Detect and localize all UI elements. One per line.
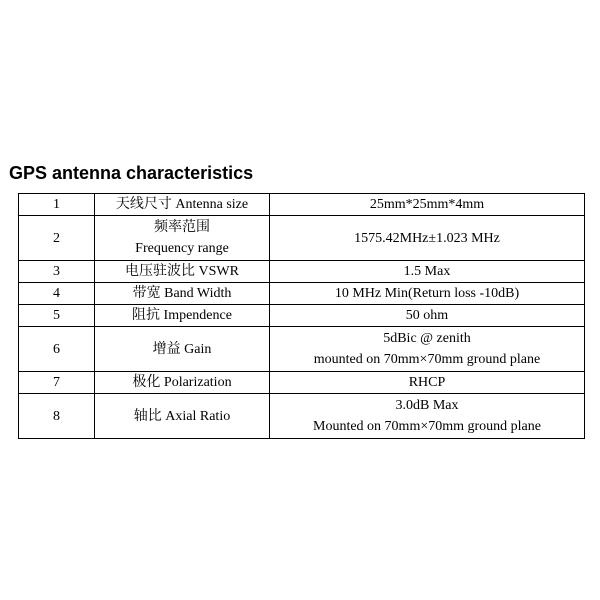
parameter-value [270, 216, 585, 261]
parameter-value-line: 10 MHz Min(Return loss -10dB) [334, 286, 520, 301]
parameter-value [270, 261, 585, 283]
parameter-value [270, 372, 585, 394]
parameter-value-line: 50 ohm [405, 308, 449, 323]
row-number: 2 [19, 216, 95, 261]
parameter-name [95, 261, 270, 283]
parameter-value [270, 394, 585, 439]
parameter-name [95, 305, 270, 327]
parameter-name-line: 极化 Polarization [132, 375, 232, 390]
row-number: 3 [19, 261, 95, 283]
parameter-value-line: Mounted on 70mm×70mm ground plane [313, 419, 541, 434]
parameter-name-line: 带宽 Band Width [132, 286, 232, 301]
parameter-name [95, 327, 270, 372]
parameter-name [95, 372, 270, 394]
row-number: 7 [19, 372, 95, 394]
parameter-value-line: 1575.42MHz±1.023 MHz [354, 230, 500, 246]
parameter-value [270, 194, 585, 216]
parameter-name [95, 216, 270, 261]
row-number: 4 [19, 283, 95, 305]
parameter-value-line: RHCP [408, 375, 446, 390]
parameter-name [95, 283, 270, 305]
parameter-name-line: 频率范围 [154, 220, 210, 235]
row-number: 8 [19, 394, 95, 439]
parameter-value-line: 25mm*25mm*4mm [369, 197, 485, 212]
parameter-name-line: 轴比 Axial Ratio [133, 408, 231, 424]
table-row [19, 216, 585, 261]
parameter-value [270, 327, 585, 372]
parameter-value [270, 305, 585, 327]
parameter-value-line: 5dBic @ zenith [383, 331, 471, 346]
parameter-name [95, 194, 270, 216]
row-number: 1 [19, 194, 95, 216]
table-row [19, 194, 585, 216]
table-row [19, 305, 585, 327]
table-row [19, 372, 585, 394]
row-number: 5 [19, 305, 95, 327]
table-row [19, 261, 585, 283]
parameter-name-line: 增益 Gain [152, 341, 212, 357]
parameter-value-line: 1.5 Max [403, 264, 451, 279]
parameter-value-line: mounted on 70mm×70mm ground plane [313, 352, 541, 367]
parameter-value-line: 3.0dB Max [395, 398, 459, 413]
table-row [19, 283, 585, 305]
page-title: GPS antenna characteristics [9, 163, 254, 183]
parameter-value [270, 283, 585, 305]
spec-table [18, 193, 585, 439]
row-number: 6 [19, 327, 95, 372]
parameter-name [95, 394, 270, 439]
parameter-name-line: 天线尺寸 Antenna size [115, 197, 249, 212]
parameter-name-line: 阻抗 Impendence [132, 308, 232, 323]
table-row [19, 394, 585, 439]
parameter-name-line: 电压驻波比 VSWR [125, 264, 239, 279]
table-row [19, 327, 585, 372]
parameter-name-line: Frequency range [135, 241, 229, 256]
